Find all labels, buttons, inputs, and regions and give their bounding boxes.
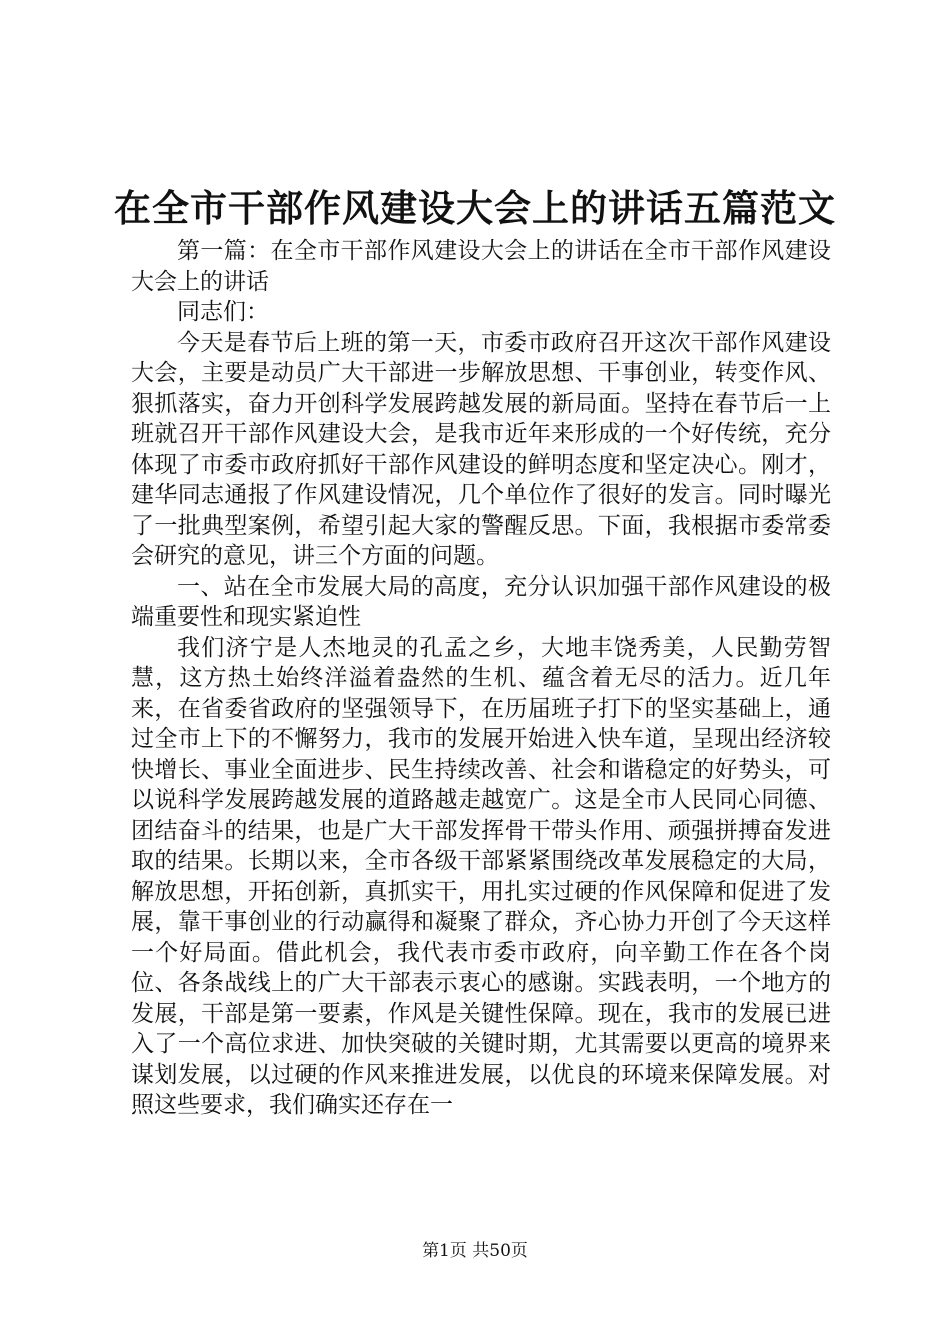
document-title: 在全市干部作风建设大会上的讲话五篇范文 — [114, 186, 836, 230]
body-paragraph: 一、站在全市发展大局的高度，充分认识加强干部作风建设的极端重要性和现实紧迫性 — [131, 573, 831, 630]
body-paragraph: 同志们： — [177, 299, 269, 325]
page-number-footer: 第1页 共50页 — [422, 1241, 528, 1261]
body-paragraph: 今天是春节后上班的第一天，市委市政府召开这次干部作风建设大会，主要是动员广大干部进一步解放思想、干事创业，转变作风、狠抓落实，奋力开创科学发展跨越发展的新局面。坚持在春节后一上班就召开干部作风建设大会，是我市近年来形成的一个好传统，充分体现了市委市政府抓好干部作风建设的鲜明态度和坚定决心。刚才，建华同志通报了作风建设情况，几个单位作了很好的发言。同时曝光了一批典型案例，希望引起大家的警醒反思。下面，我根据市委常委会研究的意见，讲三个方面的问题。 — [131, 329, 831, 569]
document-body — [131, 236, 831, 1121]
body-paragraph: 第一篇：在全市干部作风建设大会上的讲话在全市干部作风建设大会上的讲话 — [131, 238, 831, 295]
body-paragraph: 我们济宁是人杰地灵的孔孟之乡，大地丰饶秀美，人民勤劳智慧，这方热土始终洋溢着盎然的生机、蕴含着无尽的活力。近几年来，在省委省政府的坚强领导下，在历届班子打下的坚实基础上，通过全市上下的不懈努力，我市的发展开始进入快车道，呈现出经济较快增长、事业全面进步、民生持续改善、社会和谐稳定的好势头，可以说科学发展跨越发展的道路越走越宽广。这是全市人民同心同德、团结奋斗的结果，也是广大干部发挥骨干带头作用、顽强拼搏奋发进取的结果。长期以来，全市各级干部紧紧围绕改革发展稳定的大局，解放思想，开拓创新，真抓实干，用扎实过硬的作风保障和促进了发展，靠干事创业的行动赢得和凝聚了群众，齐心协力开创了今天这样一个好局面。借此机会，我代表市委市政府，向辛勤工作在各个岗位、各条战线上的广大干部表示衷心的感谢。实践表明，一个地方的发展，干部是第一要素，作风是关键性保障。现在，我市的发展已进入了一个高位求进、加快突破的关键时期，尤其需要以更高的境界来谋划发展，以过硬的作风来推进发展，以优良的环境来保障发展。对照这些要求，我们确实还存在一 — [131, 634, 831, 1118]
